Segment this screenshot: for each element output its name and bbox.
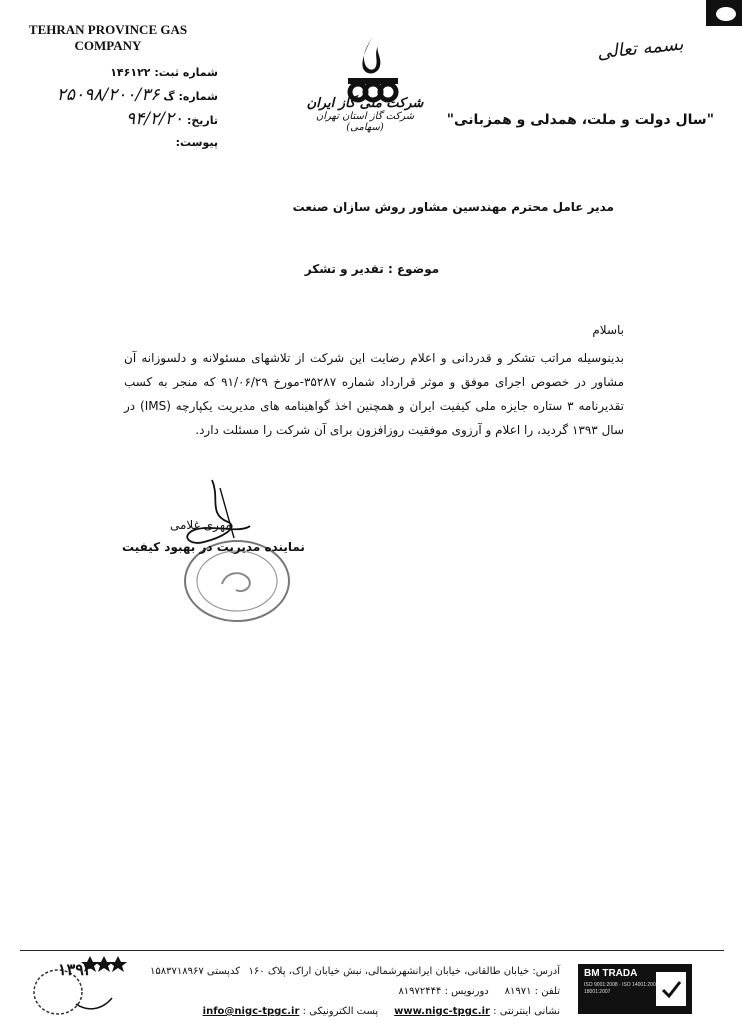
footer-email-label: پست الکترونیکی :: [302, 1006, 379, 1017]
year-motto: "سال دولت و ملت، همدلی و همزبانی": [446, 112, 714, 128]
letter-date-value: ۹۴/۲/۲۰: [125, 109, 184, 129]
footer-web-row: [150, 1002, 560, 1022]
logo-caption: [300, 96, 430, 133]
salutation: باسلام: [592, 323, 624, 337]
letter-meta: [28, 62, 218, 154]
besm-heading: بسمه تعالی: [596, 33, 685, 64]
award-year: ۱۳۹۳: [58, 960, 93, 979]
company-name-line1: TEHRAN PROVINCE GAS: [28, 22, 188, 37]
letter-body: [124, 346, 624, 442]
attachment-label: پیوست:: [175, 136, 218, 149]
footer-address: آدرس: خیابان طالقانی، خیابان ایرانشهرشمالی، نبش خیابان اراک، پلاک ۱۶۰: [248, 966, 560, 977]
footer-postal-code: کدپستی ۱۵۸۳۷۱۸۹۶۷: [150, 966, 240, 977]
signatory-name: مهری غلامی: [170, 518, 232, 532]
footer-phone: تلفن : ۸۱۹۷۱: [504, 986, 560, 997]
bm-trada-certification-logo: [578, 964, 692, 1014]
registration-number: شماره ثبت: ۱۴۶۱۲۲: [110, 66, 218, 79]
body-line: بدینوسیله مراتب تشکر و قدردانی و اعلام رضایت این شرکت از تلاشهای مسئولانه و دلسوزانه آن: [124, 351, 624, 365]
subject-line: موضوع : تقدیر و تشکر: [304, 262, 440, 276]
logo-caption-tpgc: شرکت گاز استان تهران (سهامی): [315, 111, 415, 133]
body-line: تقدیرنامه ۳ ستاره جایزه ملی کیفیت ایران و همچنین اخذ گواهینامه های مدیریت یکپارچه (IMS) در: [124, 399, 625, 413]
recipient-line: مدیر عامل محترم مهندسین مشاور روش سازان صنعت: [292, 200, 614, 214]
letter-number-prefix: گ: [163, 90, 175, 103]
logo-caption-nigc: شرکت ملی گاز ایران: [306, 96, 424, 111]
footer-website-link[interactable]: www.nigc-tpgc.ir: [394, 1006, 490, 1017]
letter-number-row: [28, 84, 218, 108]
body-line: مشاور در خصوص اجرای موفق و موثر قرارداد شماره ۳۵۲۸۷-مورخ ۹۱/۰۶/۲۹ که منجر به کسب: [124, 375, 625, 389]
letter-date-row: [28, 108, 218, 132]
cert-title: BM TRADA: [584, 968, 638, 979]
corner-mark-icon: [706, 0, 742, 26]
body-line: سال ۱۳۹۳ گردید، را اعلام و آرزوی موفقیت روزافزون برای آن شرکت را مسئلت دارد.: [195, 423, 624, 437]
footer-divider: [20, 950, 724, 951]
letter-number-value: ۲۵۰۹۸/۲۰۰/۳۶: [56, 85, 160, 105]
footer-web-label: نشانی اینترنتی :: [493, 1006, 560, 1017]
letter-number-label: شماره:: [178, 90, 218, 103]
company-name-en: [28, 22, 188, 54]
footer-email-link[interactable]: info@nigc-tpgc.ir: [202, 1006, 300, 1017]
letter-date-label: تاریخ:: [186, 114, 218, 127]
checkmark-icon: [656, 972, 686, 1006]
cert-standards: ISO 9001:2008 · ISO 14001:2004 · OHSAS 18001:2007: [584, 982, 681, 995]
footer-address-row: [150, 962, 560, 982]
footer-contact: [150, 962, 560, 1022]
signatory-title: نماینده مدیریت در بهبود کیفیت: [122, 540, 305, 554]
company-name-line2: COMPANY: [74, 38, 142, 53]
footer-fax: دورنویس : ۸۱۹۷۲۴۴۴: [398, 986, 489, 997]
footer-phone-row: [150, 982, 560, 1002]
